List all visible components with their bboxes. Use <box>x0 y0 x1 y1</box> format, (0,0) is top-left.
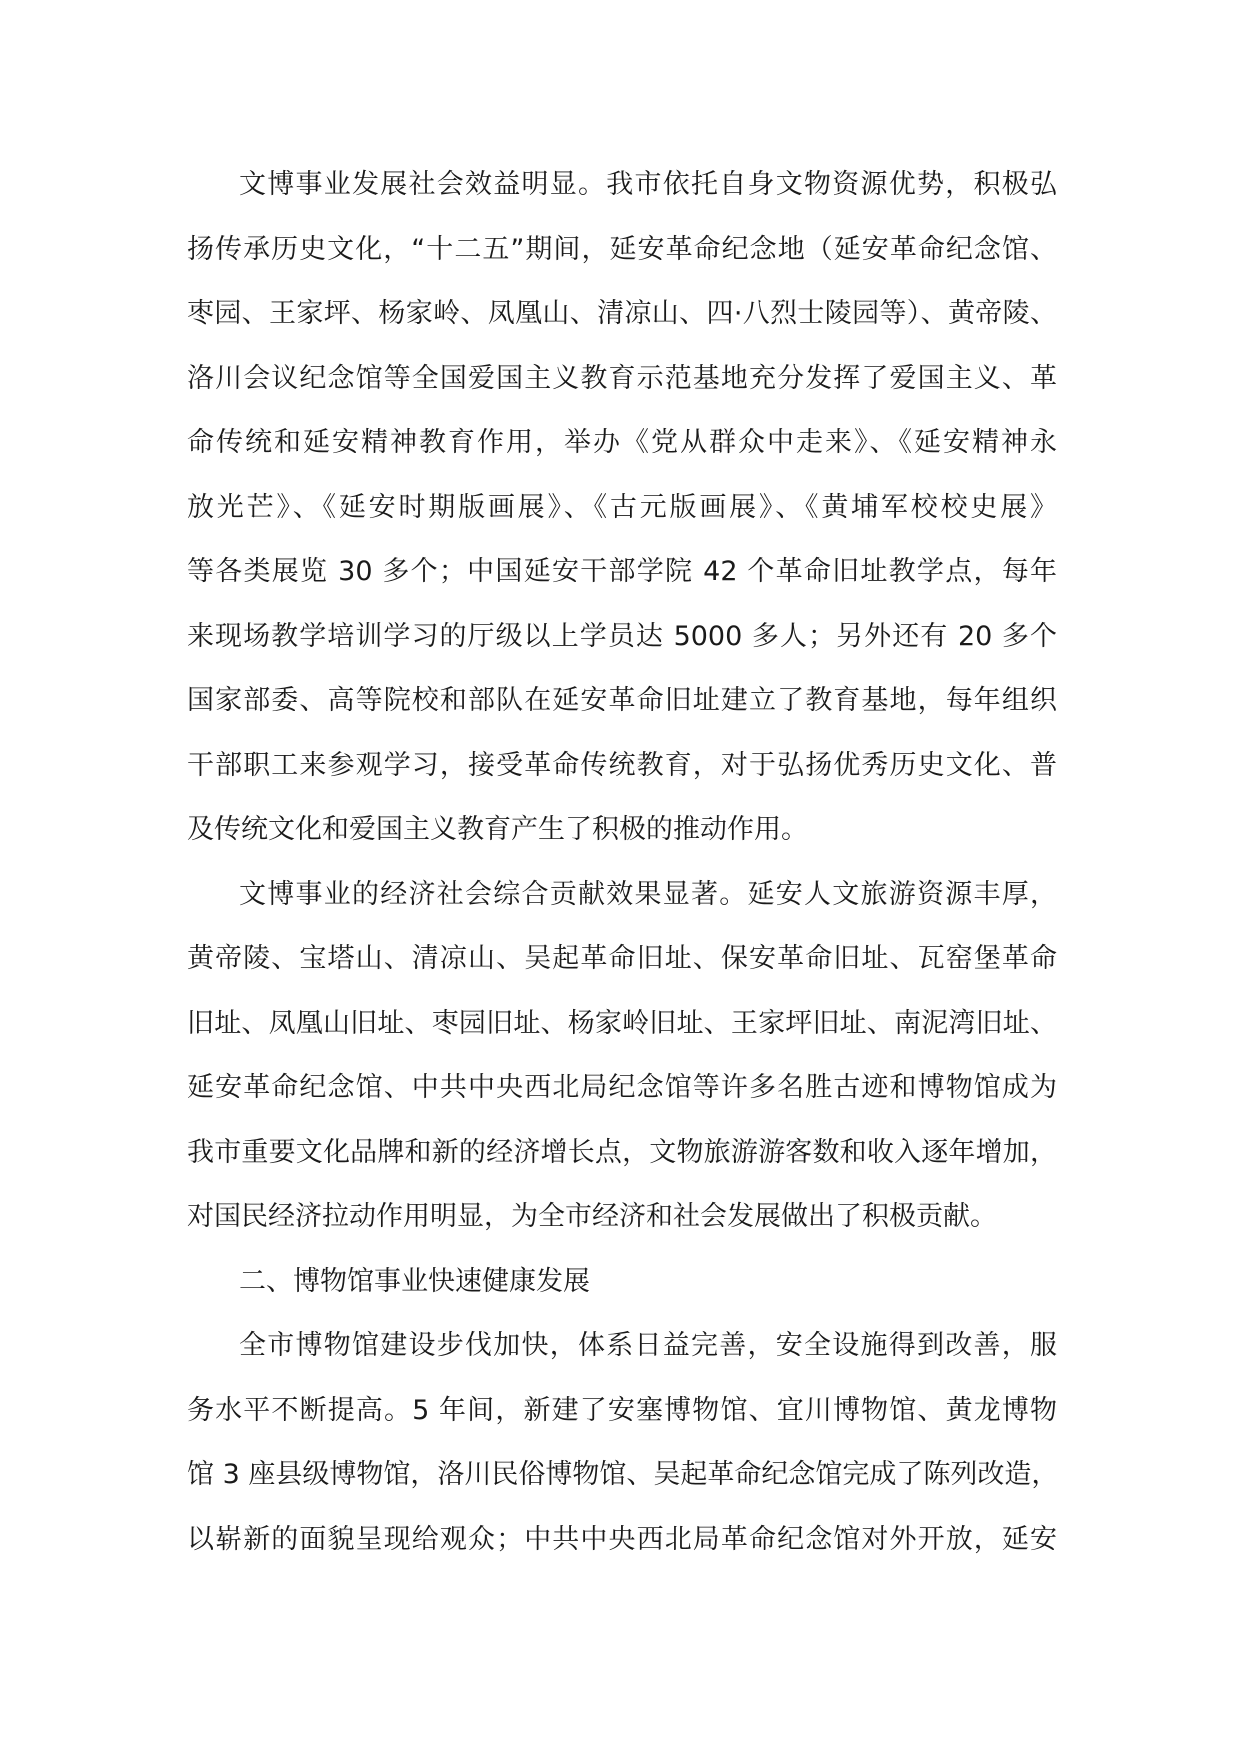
section-heading <box>187 1250 1057 1315</box>
text-line: 以崭新的面貌呈现给观众；中共中央西北局革命纪念馆对外开放，延安 <box>187 1523 1057 1555</box>
text-line: 对国民经济拉动作用明显，为全市经济和社会发展做出了积极贡献。 <box>187 1201 997 1232</box>
text-line: 等各类展览 30 多个；中国延安干部学院 42 个革命旧址教学点，每年 <box>187 556 1057 587</box>
text-line: 全市博物馆建设步伐加快，体系日益完善，安全设施得到改善，服 <box>239 1330 1057 1361</box>
text-line: 务水平不断提高。5 年间，新建了安塞博物馆、宜川博物馆、黄龙博物 <box>187 1394 1057 1426</box>
text-line: 我市重要文化品牌和新的经济增长点，文物旅游游客数和收入逐年增加， <box>187 1136 1057 1168</box>
text-line: 洛川会议纪念馆等全国爱国主义教育示范基地充分发挥了爱国主义、革 <box>187 362 1057 394</box>
text-line: 延安革命纪念馆、中共中央西北局纪念馆等许多名胜古迹和博物馆成为 <box>187 1072 1057 1103</box>
document-body <box>187 153 1057 1572</box>
paragraph-social-benefits <box>187 153 1057 863</box>
text-line: 馆 3 座县级博物馆，洛川民俗博物馆、吴起革命纪念馆完成了陈列改造， <box>187 1459 1059 1490</box>
text-line: 及传统文化和爱国主义教育产生了积极的推动作用。 <box>187 814 808 845</box>
text-line: 来现场教学培训学习的厅级以上学员达 5000 多人；另外还有 20 多个 <box>187 620 1057 652</box>
text-line: 黄帝陵、宝塔山、清凉山、吴起革命旧址、保安革命旧址、瓦窑堡革命 <box>187 943 1057 974</box>
text-line: 扬传承历史文化，“十二五”期间，延安革命纪念地（延安革命纪念馆、 <box>187 233 1057 265</box>
text-line: 国家部委、高等院校和部队在延安革命旧址建立了教育基地，每年组织 <box>187 685 1057 716</box>
text-line: 旧址、凤凰山旧址、枣园旧址、杨家岭旧址、王家坪旧址、南泥湾旧址、 <box>187 1007 1057 1039</box>
heading-line: 二、博物馆事业快速健康发展 <box>239 1265 590 1297</box>
text-line: 文博事业的经济社会综合贡献效果显著。延安人文旅游资源丰厚， <box>239 878 1057 910</box>
paragraph-economic-contribution <box>187 863 1057 1250</box>
paragraph-museum-construction <box>187 1314 1057 1572</box>
text-line: 命传统和延安精神教育作用，举办《党从群众中走来》、《延安精神永 <box>187 427 1057 458</box>
text-line: 干部职工来参观学习，接受革命传统教育，对于弘扬优秀历史文化、普 <box>187 749 1057 781</box>
text-line: 放光芒》、《延安时期版画展》、《古元版画展》、《黄埔军校校史展》 <box>187 491 1057 523</box>
text-line: 枣园、王家坪、杨家岭、凤凰山、清凉山、四·八烈士陵园等）、黄帝陵、 <box>187 298 1057 329</box>
text-line: 文博事业发展社会效益明显。我市依托自身文物资源优势，积极弘 <box>239 169 1057 200</box>
